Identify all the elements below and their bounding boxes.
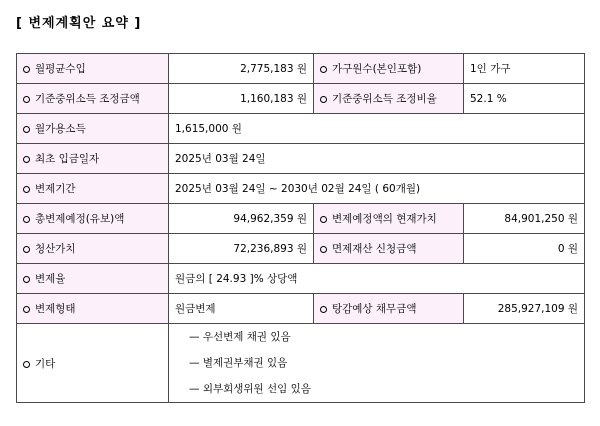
circle-bullet-icon [23,156,30,163]
circle-bullet-icon [23,306,30,313]
circle-bullet-icon [320,96,327,103]
table-row [17,174,585,204]
label-household-size: 가구원수(본인포함) [332,63,422,75]
label-first-payment-date: 최초 입금일자 [35,153,100,165]
value-repayment-type: 원금변제 [169,294,314,324]
list-item: — 별제권부채권 있음 [189,357,288,369]
label-cell [314,54,464,84]
circle-bullet-icon [23,361,30,368]
value-monthly-income: 2,775,183 원 [169,54,314,84]
circle-bullet-icon [23,126,30,133]
circle-bullet-icon [320,66,327,73]
label-median-income-amount: 기준중위소득 조정금액 [35,93,140,105]
label-median-income-ratio: 기준중위소득 조정비율 [332,93,437,105]
circle-bullet-icon [23,96,30,103]
circle-bullet-icon [23,216,30,223]
page-title: [ 변제계획안 요약 ] [16,16,142,31]
value-available-income: 1,615,000 원 [169,114,585,144]
label-cell [17,144,169,174]
label-repayment-rate: 변제율 [35,273,66,285]
table-row [17,204,585,234]
table-row [17,144,585,174]
table-row [17,54,585,84]
label-cell [17,174,169,204]
label-total-repayment: 총변제예정(유보)액 [35,213,125,225]
circle-bullet-icon [320,306,327,313]
value-median-income-ratio: 52.1 % [464,84,585,114]
label-cell [17,294,169,324]
label-exempt-property: 면제재산 신청금액 [332,243,417,255]
list-item: — 외부회생위원 선임 있음 [189,383,311,395]
label-cell [17,204,169,234]
label-cell [17,54,169,84]
label-available-income: 월가용소득 [35,123,86,135]
summary-table [16,53,585,403]
value-liquidation-value: 72,236,893 원 [169,234,314,264]
value-total-repayment: 94,962,359 원 [169,204,314,234]
label-repayment-period: 변제기간 [35,183,76,195]
value-other [169,324,585,403]
value-repayment-rate: 원금의 [ 24.93 ]% 상당액 [169,264,585,294]
circle-bullet-icon [23,66,30,73]
value-median-income-amount: 1,160,183 원 [169,84,314,114]
label-other: 기타 [35,357,56,370]
value-expected-forgiveness: 285,927,109 원 [464,294,585,324]
table-row [17,264,585,294]
label-cell [314,84,464,114]
value-household-size: 1인 가구 [464,54,585,84]
label-cell [17,114,169,144]
value-repayment-period: 2025년 03월 24일 ~ 2030년 02월 24일 ( 60개월) [169,174,585,204]
circle-bullet-icon [23,186,30,193]
label-liquidation-value: 청산가치 [35,243,76,255]
label-cell [314,234,464,264]
label-cell [314,204,464,234]
value-exempt-property: 0 원 [464,234,585,264]
label-repayment-type: 변제형태 [35,303,76,315]
circle-bullet-icon [320,216,327,223]
table-row [17,114,585,144]
value-first-payment-date: 2025년 03월 24일 [169,144,585,174]
label-cell [17,324,169,403]
circle-bullet-icon [23,276,30,283]
circle-bullet-icon [23,246,30,253]
label-monthly-income: 월평균수입 [35,63,86,75]
value-present-value: 84,901,250 원 [464,204,585,234]
label-cell [17,84,169,114]
circle-bullet-icon [320,246,327,253]
table-row [17,234,585,264]
table-row [17,84,585,114]
label-cell [314,294,464,324]
label-cell [17,234,169,264]
label-cell [17,264,169,294]
table-row [17,294,585,324]
list-item: — 우선변제 채권 있음 [189,331,291,343]
table-row [17,324,585,403]
label-present-value: 변제예정액의 현재가치 [332,213,437,225]
label-expected-forgiveness: 탕감예상 채무금액 [332,303,417,315]
